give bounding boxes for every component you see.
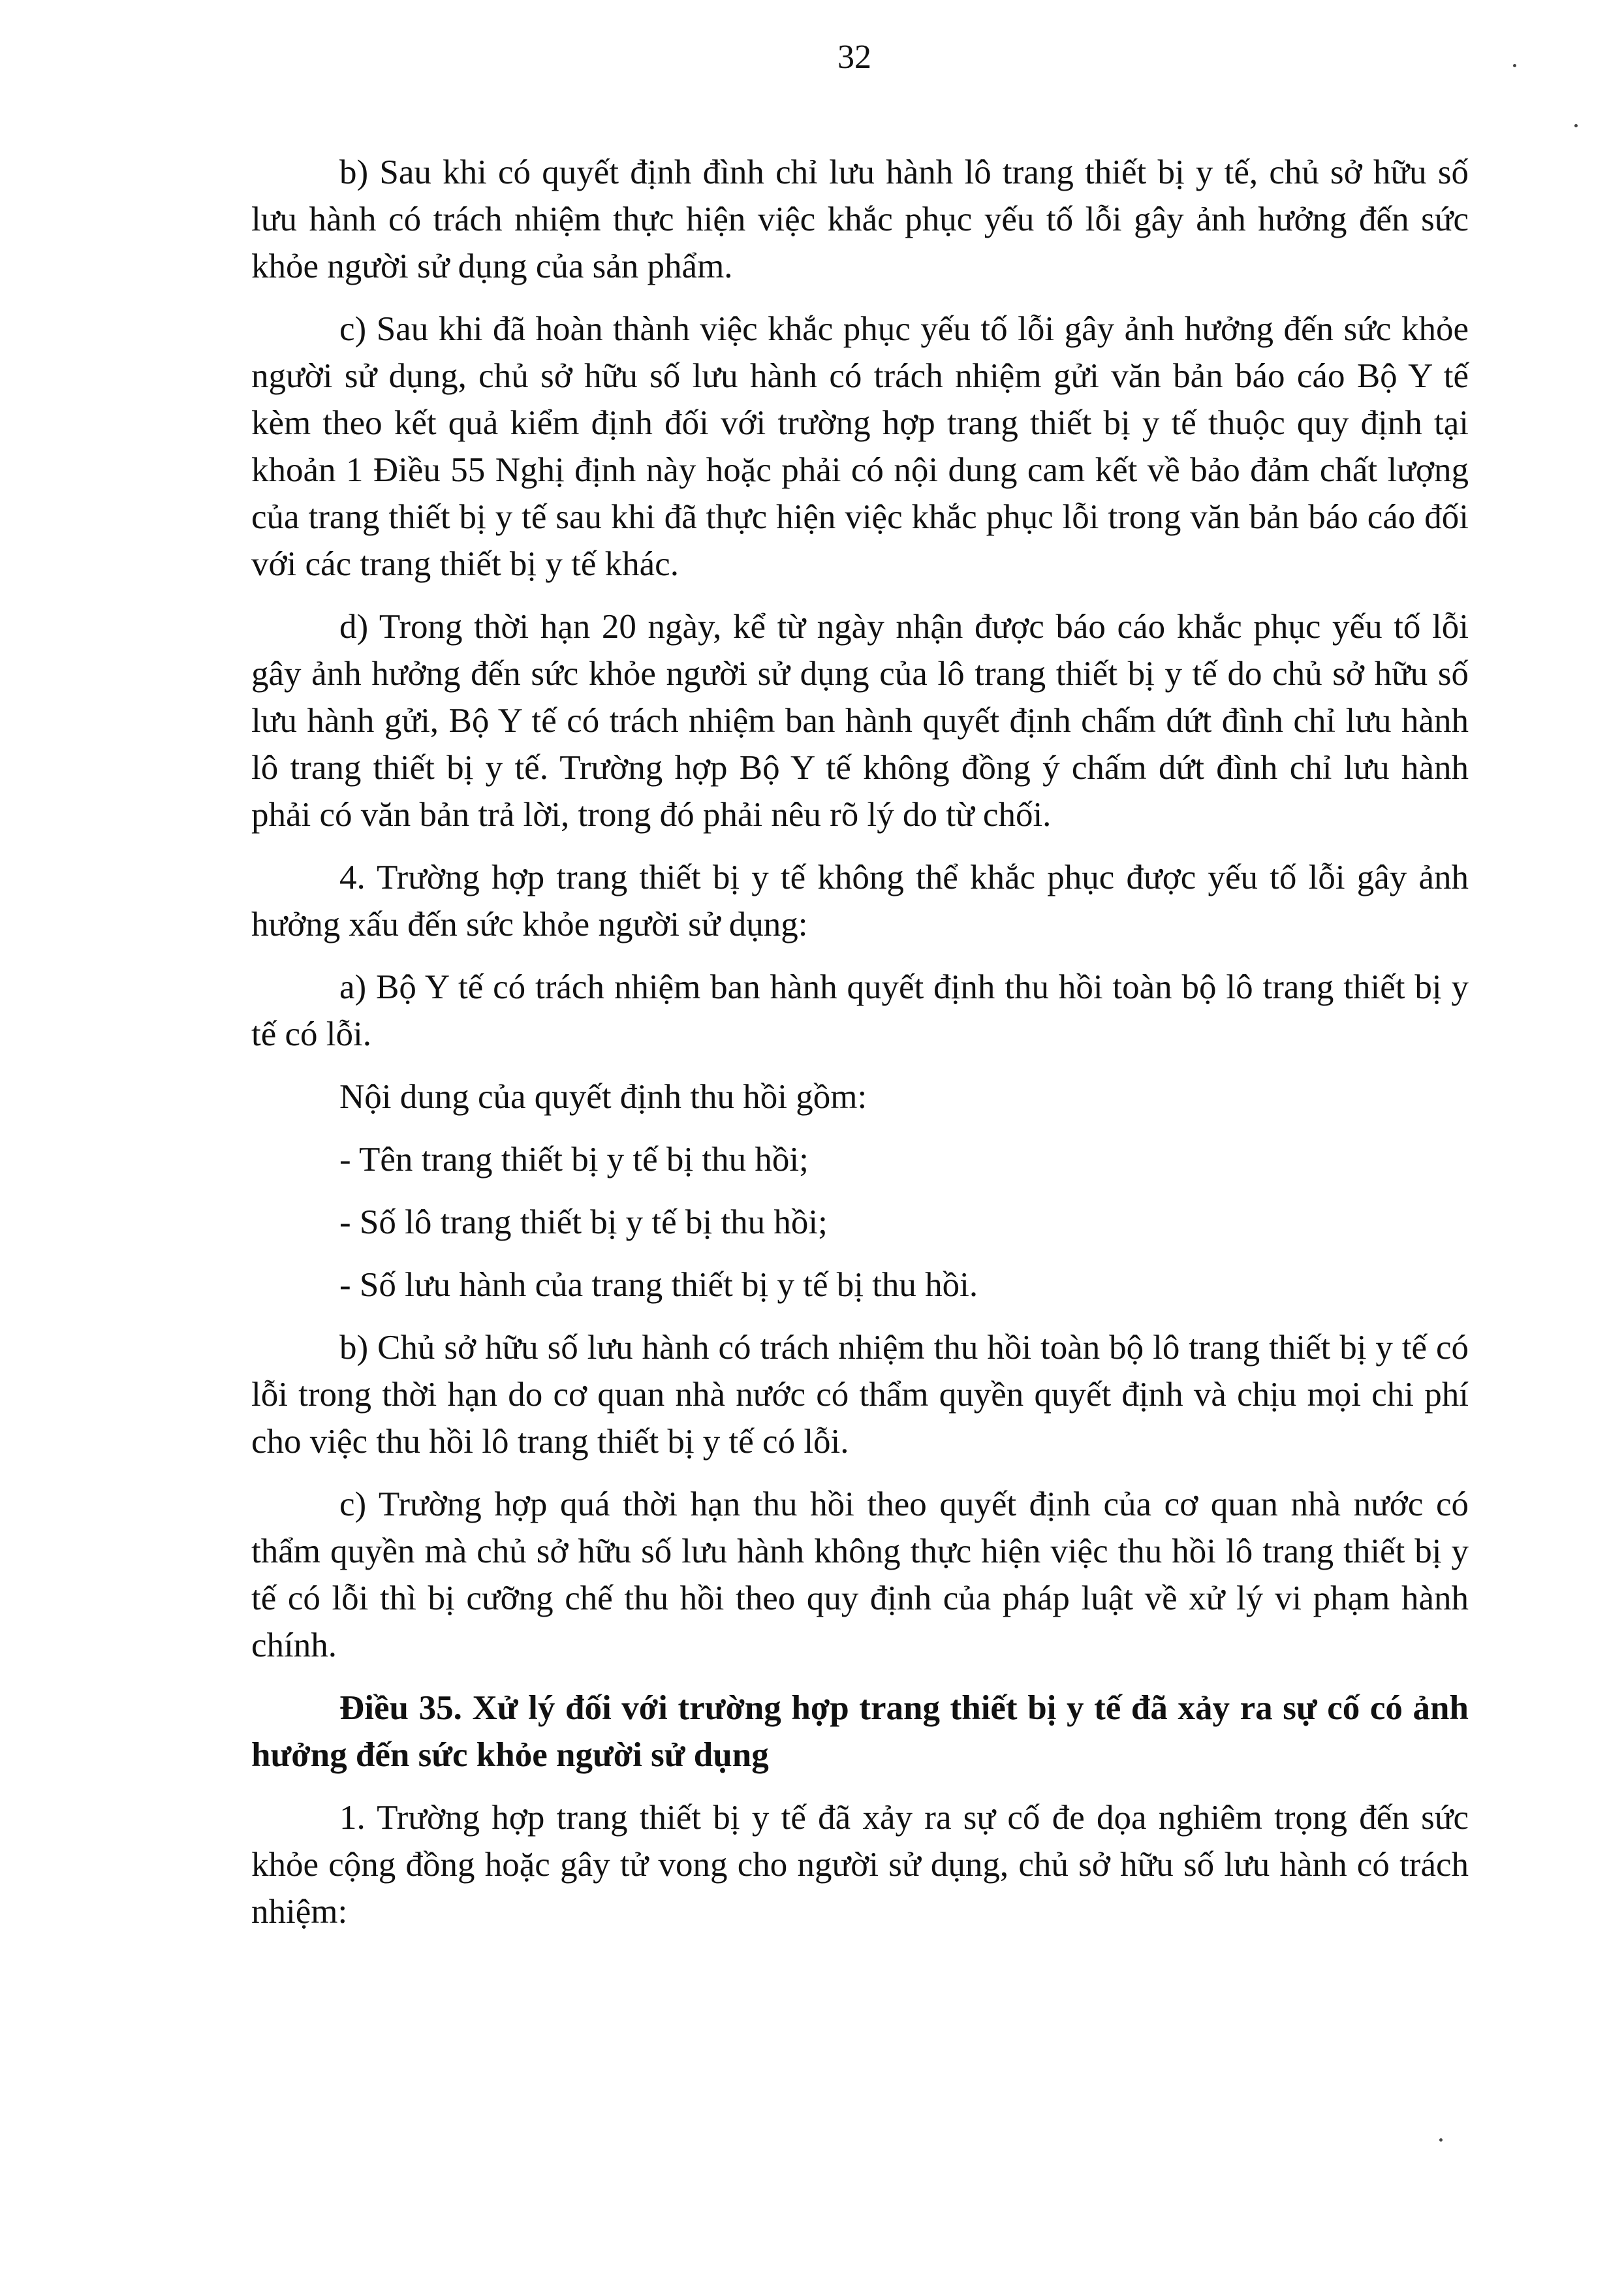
recall-item-lot: - Số lô trang thiết bị y tế bị thu hồi; xyxy=(339,1203,828,1241)
scan-speck xyxy=(1439,2138,1443,2142)
paragraph-4b: b) Chủ sở hữu số lưu hành có trách nhiệm thu hồi toàn bộ lô trang thiết bị y tế có lỗi trong thời hạn do cơ quan nhà nước có thẩm quyền quyết định và chịu mọi chi phí cho việc thu hồi lô trang thiết bị y tế có lỗi. xyxy=(251,1329,1469,1461)
scan-speck xyxy=(1513,64,1516,67)
paragraph-3d: d) Trong thời hạn 20 ngày, kể từ ngày nhận được báo cáo khắc phục yếu tố lỗi gây ảnh hưởng đến sức khỏe người sử dụng của lô trang thiết bị y tế do chủ sở hữu số lưu hành gửi, Bộ Y tế có trách nhiệm ban hành quyết định chấm dứt đình chỉ lưu hành lô trang thiết bị y tế. Trường hợp Bộ Y tế không đồng ý chấm dứt đình chỉ lưu hành phải có văn bản trả lời, trong đó phải nêu rõ lý do từ chối. xyxy=(251,608,1469,834)
recall-content-intro: Nội dung của quyết định thu hồi gồm: xyxy=(339,1078,867,1116)
article-35-paragraph-1: 1. Trường hợp trang thiết bị y tế đã xảy ra sự cố đe dọa nghiêm trọng đến sức khỏe cộng đồng hoặc gây tử vong cho người sử dụng, chủ sở hữu số lưu hành có trách nhiệm: xyxy=(251,1799,1469,1931)
recall-item-name: - Tên trang thiết bị y tế bị thu hồi; xyxy=(339,1141,809,1179)
page-number: 32 xyxy=(837,39,871,76)
paragraph-4: 4. Trường hợp trang thiết bị y tế không thể khắc phục được yếu tố lỗi gây ảnh hưởng xấu đến sức khỏe người sử dụng: xyxy=(251,859,1469,943)
recall-item-registration: - Số lưu hành của trang thiết bị y tế bị thu hồi. xyxy=(339,1266,978,1304)
paragraph-3b: b) Sau khi có quyết định đình chỉ lưu hành lô trang thiết bị y tế, chủ sở hữu số lưu hành có trách nhiệm thực hiện việc khắc phục yếu tố lỗi gây ảnh hưởng đến sức khỏe người sử dụng của sản phẩm. xyxy=(251,153,1469,285)
article-35-heading: Điều 35. Xử lý đối với trường hợp trang thiết bị y tế đã xảy ra sự cố có ảnh hưởng đến sức khỏe người sử dụng xyxy=(251,1689,1469,1774)
document-body xyxy=(251,149,1469,1951)
paragraph-4a: a) Bộ Y tế có trách nhiệm ban hành quyết định thu hồi toàn bộ lô trang thiết bị y tế có lỗi. xyxy=(251,968,1469,1053)
paragraph-3c: c) Sau khi đã hoàn thành việc khắc phục yếu tố lỗi gây ảnh hưởng đến sức khỏe người sử dụng, chủ sở hữu số lưu hành có trách nhiệm gửi văn bản báo cáo Bộ Y tế kèm theo kết quả kiểm định đối với trường hợp trang thiết bị y tế thuộc quy định tại khoản 1 Điều 55 Nghị định này hoặc phải có nội dung cam kết về bảo đảm chất lượng của trang thiết bị y tế sau khi đã thực hiện việc khắc phục lỗi trong văn bản báo cáo đối với các trang thiết bị y tế khác. xyxy=(251,310,1469,583)
scan-speck xyxy=(1574,124,1578,127)
paragraph-4c: c) Trường hợp quá thời hạn thu hồi theo quyết định của cơ quan nhà nước có thẩm quyền mà chủ sở hữu số lưu hành không thực hiện việc thu hồi lô trang thiết bị y tế có lỗi thì bị cưỡng chế thu hồi theo quy định của pháp luật về xử lý vi phạm hành chính. xyxy=(251,1485,1469,1664)
